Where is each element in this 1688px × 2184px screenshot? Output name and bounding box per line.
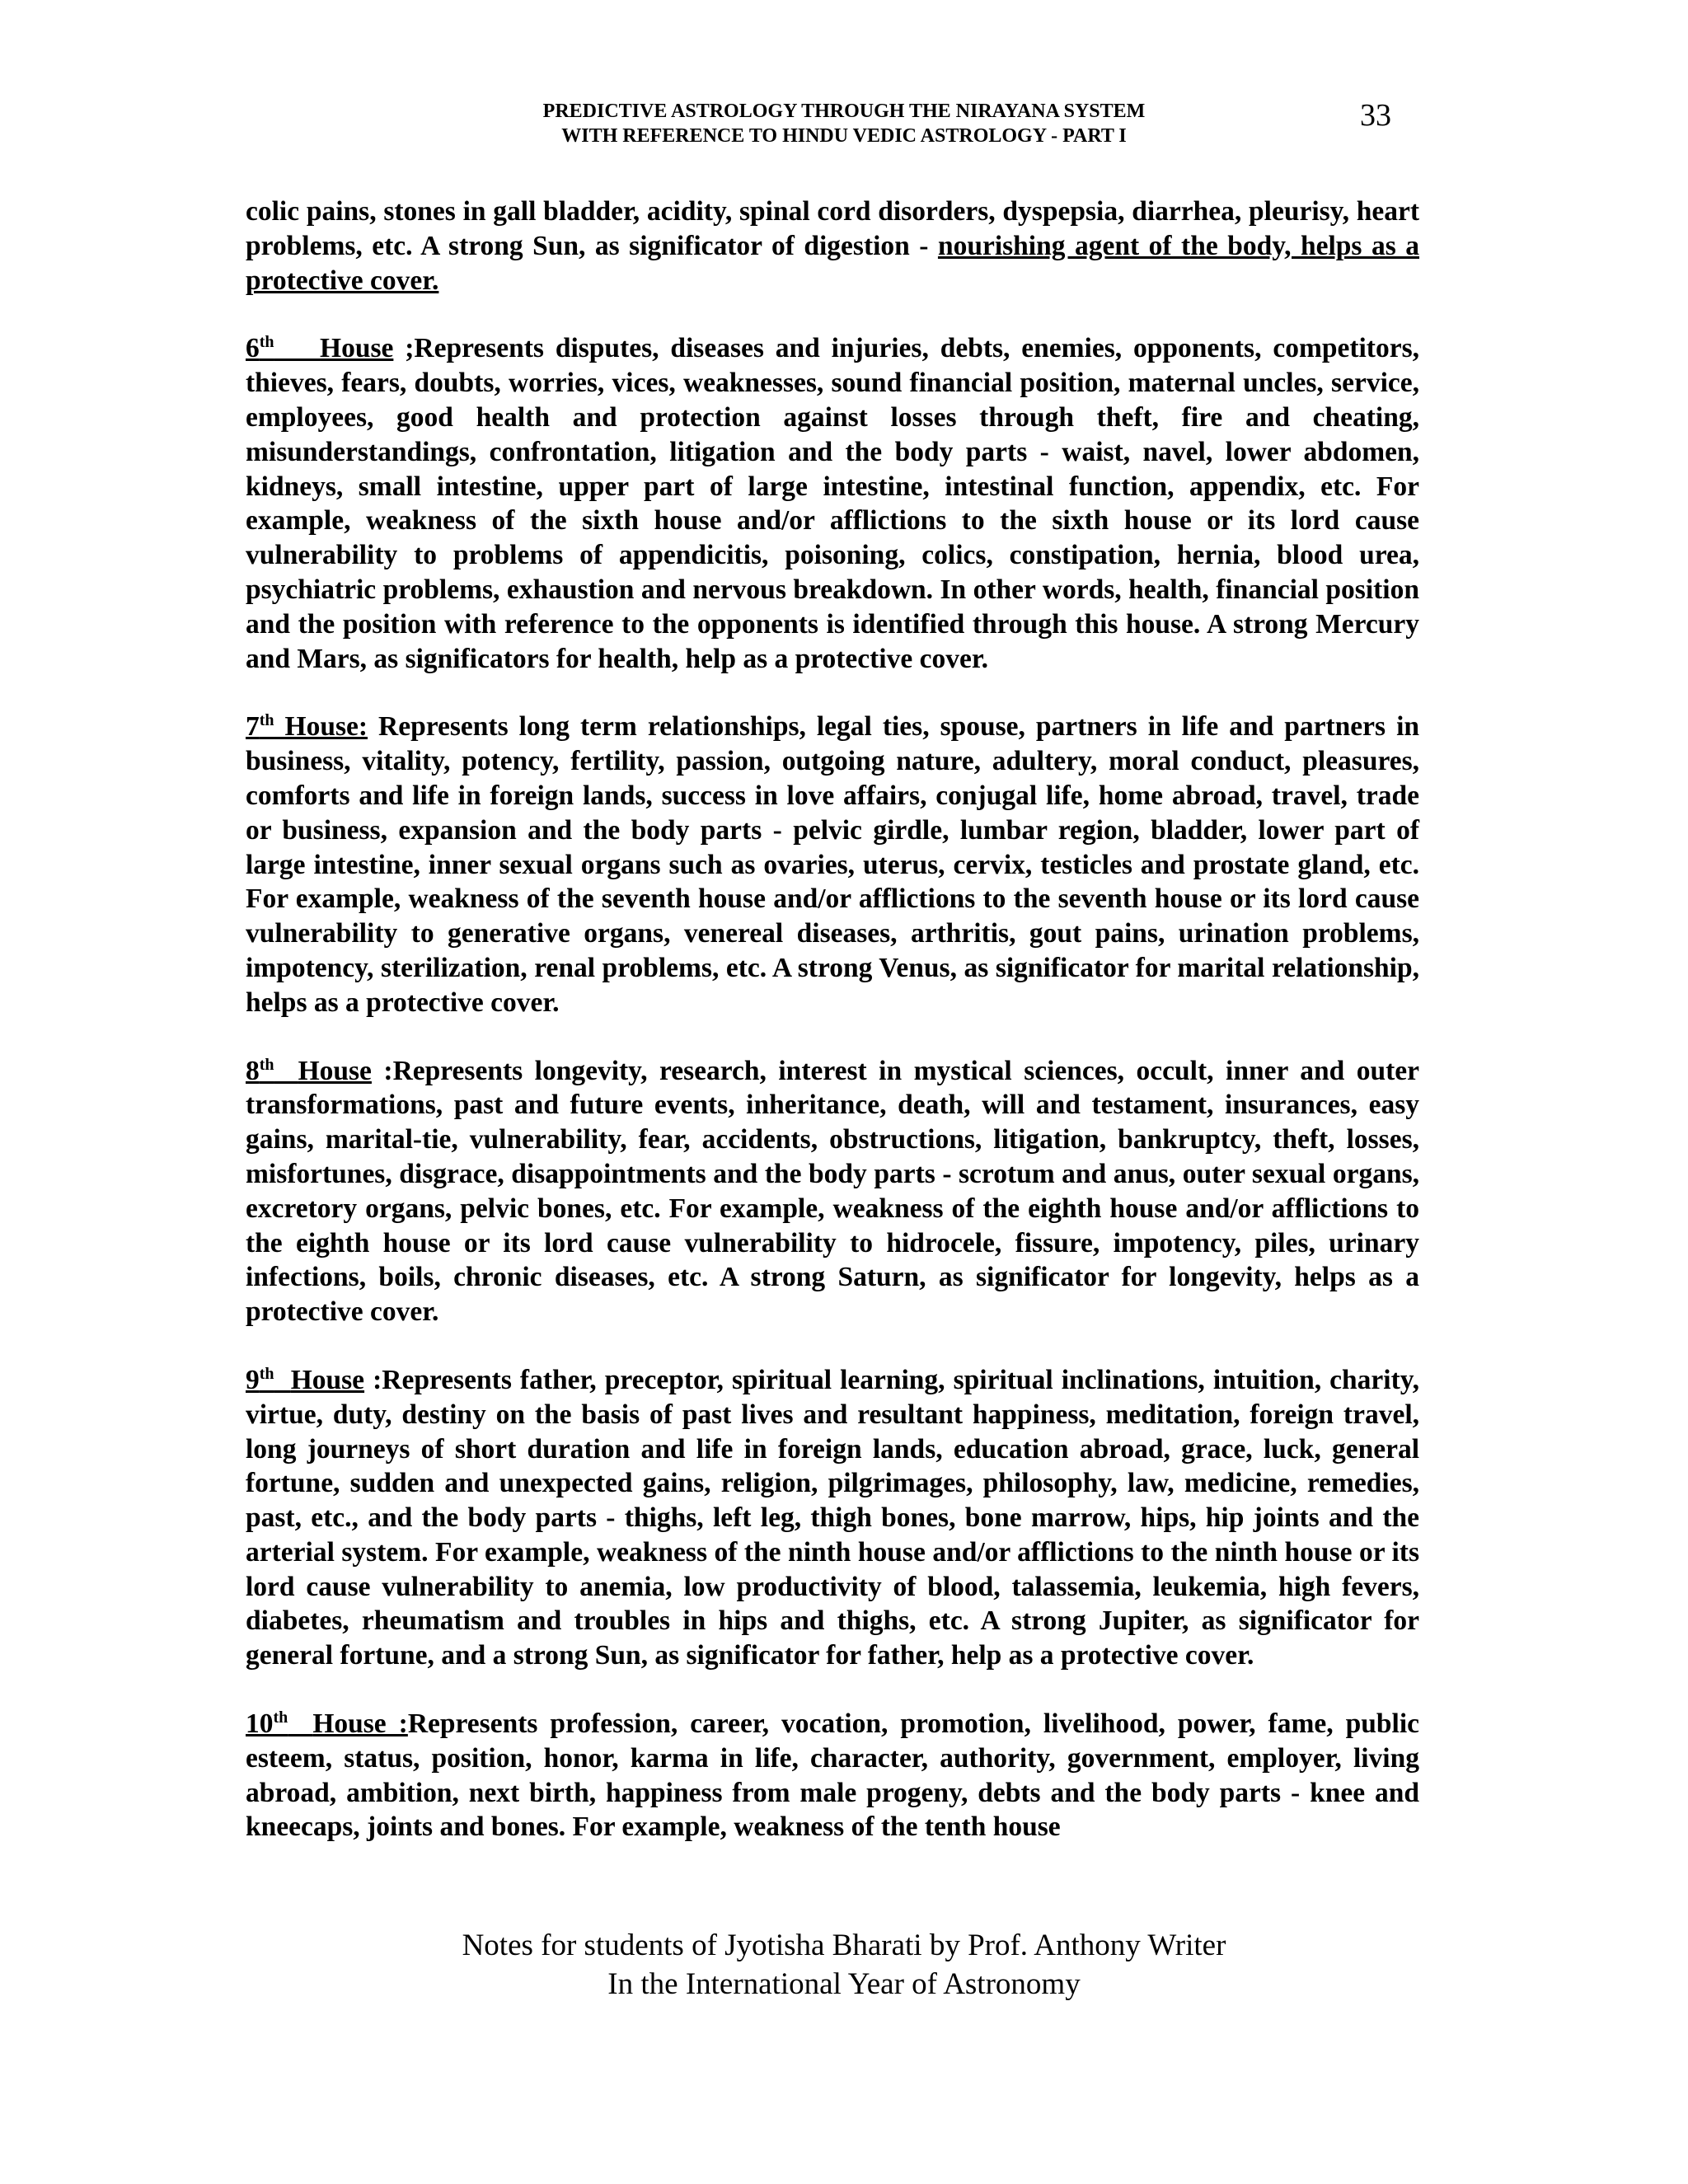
- house-8-separator: :: [371, 1055, 393, 1086]
- house-7-heading: 7th House:: [246, 711, 368, 743]
- running-header: [0, 99, 1688, 148]
- house-7-text: Represents long term relationships, legal ties, spouse, partners in life and partners in business, vitality, potency, fertility, passion, outgoing nature, adultery, moral conduct, pleasures, comforts and life in foreign lands, success in love affairs, conjugal life, home abroad, travel, trade or business, expansion and the body parts - pelvic girdle, lumbar region, bladder, lower part of large intestine, inner sexual organs such as ovaries, uterus, cervix, testicles and prostate gland, etc. For example, weakness of the seventh house and/or afflictions to the seventh house or its lord cause vulnerability to generative organs, venereal diseases, arthritis, gout pains, urination problems, impotency, sterilization, renal problems, etc. A strong Venus, as significator for marital relationship, helps as a protective cover.: [246, 711, 1420, 1018]
- intro-underlined-text: nourishing agent of the body, helps as a protective cover.: [246, 230, 1419, 296]
- page-number: 33: [1360, 98, 1391, 133]
- house-6-text: Represents disputes, diseases and injuries, debts, enemies, opponents, competitors, thieves, fears, doubts, worries, vices, weaknesses, sound financial position, maternal uncles, service, employees, good health and protection against losses through theft, fire and cheating, misunderstandings, confrontation, litigation and the body parts - waist, navel, lower abdomen, kidneys, small intestine, upper part of large intestine, intestinal function, appendix, etc. For example, weakness of the sixth house and/or afflictions to the sixth house or its lord cause vulnerability to problems of appendicitis, poisoning, colics, constipation, hernia, blood urea, psychiatric problems, exhaustion and nervous breakdown. In other words, health, financial position and the position with reference to the opponents is identified through this house. A strong Mercury and Mars, as significators for health, help as a protective cover.: [246, 333, 1419, 674]
- house-6-heading: 6th House: [246, 333, 394, 364]
- header-line-2: WITH REFERENCE TO HINDU VEDIC ASTROLOGY - PART I: [561, 125, 1127, 147]
- footer-line-1: Notes for students of Jyotisha Bharati by Prof. Anthony Writer: [462, 1929, 1226, 1962]
- house-8-paragraph: [246, 1054, 1419, 1329]
- intro-paragraph: [246, 194, 1419, 298]
- house-9-heading: 9th House: [246, 1364, 365, 1395]
- page-footer: [0, 1926, 1688, 2004]
- header-line-1: PREDICTIVE ASTROLOGY THROUGH THE NIRAYANA SYSTEM: [542, 101, 1146, 122]
- intro-text: colic pains, stones in gall bladder, acidity, spinal cord disorders, dyspepsia, diarrhea, pleurisy, heart problems, etc. A strong Sun, as significator of digestion -: [246, 196, 1419, 261]
- house-10-paragraph: [246, 1707, 1419, 1844]
- footer-line-2: In the International Year of Astronomy: [607, 1967, 1081, 2001]
- house-9-paragraph: [246, 1363, 1419, 1673]
- house-8-heading: 8th House: [246, 1055, 372, 1086]
- house-9-text: Represents father, preceptor, spiritual learning, spiritual inclinations, intuition, charity, virtue, duty, destiny on the basis of past lives and resultant happiness, meditation, foreign travel, long journeys of short duration and life in foreign lands, education abroad, grace, luck, general fortune, sudden and unexpected gains, religion, pilgrimages, philosophy, law, medicine, remedies, past, etc., and the body parts - thighs, left leg, thigh bones, bone marrow, hips, hip joints and the arterial system. For example, weakness of the ninth house and/or afflictions to the ninth house or its lord cause vulnerability to anemia, low productivity of blood, talassemia, leukemia, high fevers, diabetes, rheumatism and troubles in hips and thighs, etc. A strong Jupiter, as significator for general fortune, and a strong Sun, as significator for father, help as a protective cover.: [246, 1364, 1420, 1671]
- house-10-heading: 10th House :: [246, 1708, 408, 1740]
- house-9-separator: :: [364, 1364, 382, 1395]
- house-10-text: Represents profession, career, vocation, promotion, livelihood, power, fame, public esteem, status, position, honor, karma in life, character, authority, government, employer, living abroad, ambition, next birth, happiness from male progeny, debts and the body parts - knee and kneecaps, joints and bones. For example, weakness of the tenth house: [246, 1708, 1419, 1843]
- house-7-paragraph: [246, 710, 1419, 1019]
- house-6-separator: ;: [393, 333, 415, 364]
- house-7-separator: [368, 711, 378, 742]
- house-8-text: Represents longevity, research, interest in mystical sciences, occult, inner and outer transformations, past and future events, inheritance, death, will and testament, insurances, easy gains, marital-tie, vulnerability, fear, accidents, obstructions, litigation, bankruptcy, theft, losses, misfortunes, disgrace, disappointments and the body parts - scrotum and anus, outer sexual organs, excretory organs, pelvic bones, etc. For example, weakness of the eighth house and/or afflictions to the eighth house or its lord cause vulnerability to hidrocele, fissure, impotency, piles, urinary infections, boils, chronic diseases, etc. A strong Saturn, as significator for longevity, helps as a protective cover.: [246, 1055, 1420, 1328]
- page-body: [246, 194, 1419, 1878]
- house-6-paragraph: [246, 331, 1419, 676]
